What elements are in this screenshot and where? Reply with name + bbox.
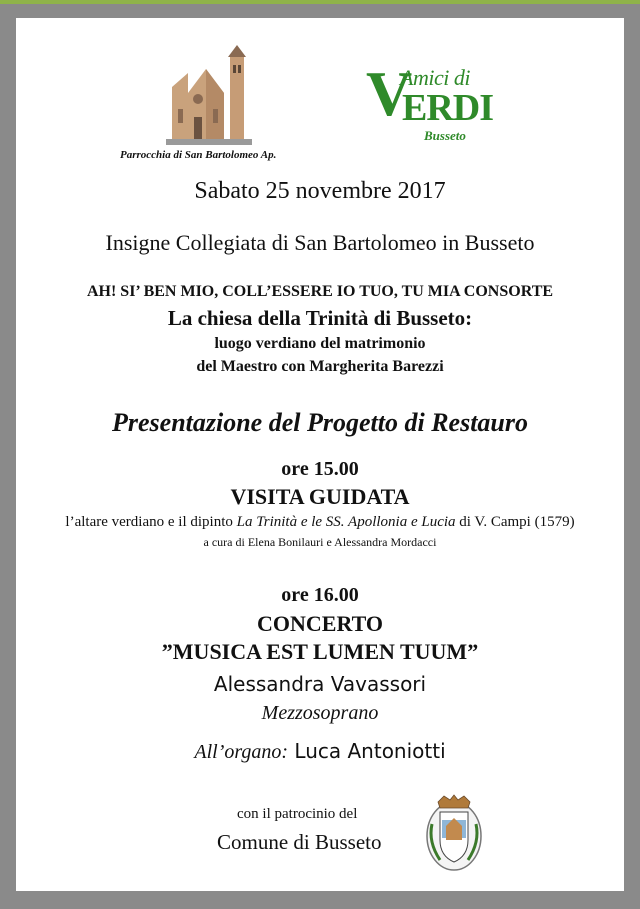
concert-time: ore 16.00 (281, 584, 359, 606)
visit-curators: a cura di Elena Bonilauri e Alessandra Mordacci (203, 535, 437, 549)
event-venue: Insigne Collegiata di San Bartolomeo in Busseto (105, 230, 535, 255)
event-date: Sabato 25 novembre 2017 (194, 178, 446, 204)
parish-caption: Parrocchia di San Bartolomeo Ap. (120, 149, 277, 161)
visit-desc-post: di V. Campi (1579) (455, 514, 575, 530)
concert-heading: CONCERTO (257, 611, 383, 636)
amici-di-verdi-logo (366, 58, 494, 152)
visit-desc-pre: l’altare verdiano e il dipinto (65, 514, 237, 530)
logo-erdi: ERDI (402, 87, 494, 129)
event-title (16, 306, 624, 331)
patronage-text: con il patrocinio del (237, 806, 358, 822)
organist-line (16, 739, 624, 764)
comune-stemma-icon (424, 794, 484, 872)
poster-sheet (16, 18, 624, 891)
top-accent-bar (0, 0, 640, 4)
logo-busseto: Busseto (424, 128, 466, 143)
visit-description (16, 514, 624, 531)
concert-title: ”MUSICA EST LUMEN TUUM” (161, 639, 479, 664)
verdi-quote: AH! SI’ BEN MIO, COLL’ESSERE IO TUO, TU MIA CONSORTE (86, 283, 554, 300)
event-title-text: La chiesa della Trinità di Busseto (167, 306, 466, 330)
logo-amici-di: Amici di (400, 65, 470, 90)
singer-name: Alessandra Vavassori (213, 672, 427, 696)
event-subtitle-2: del Maestro con Margherita Barezzi (196, 358, 444, 375)
organist-name: Luca Antoniotti (288, 739, 446, 763)
event-subtitle-1: luogo verdiano del matrimonio (214, 335, 426, 352)
singer-voice: Mezzosoprano (261, 702, 379, 724)
church-photo-icon (166, 43, 252, 145)
event-title-colon: : (465, 306, 473, 330)
presentation-heading: Presentazione del Progetto di Restauro (112, 408, 528, 437)
logo-big-v: V (366, 58, 413, 129)
organ-label: All’organo: (194, 741, 289, 763)
visit-heading: VISITA GUIDATA (230, 484, 410, 509)
visit-time: ore 15.00 (281, 458, 359, 480)
comune-name: Comune di Busseto (217, 830, 382, 854)
visit-desc-painting: La Trinità e le SS. Apollonia e Lucia (236, 514, 456, 530)
